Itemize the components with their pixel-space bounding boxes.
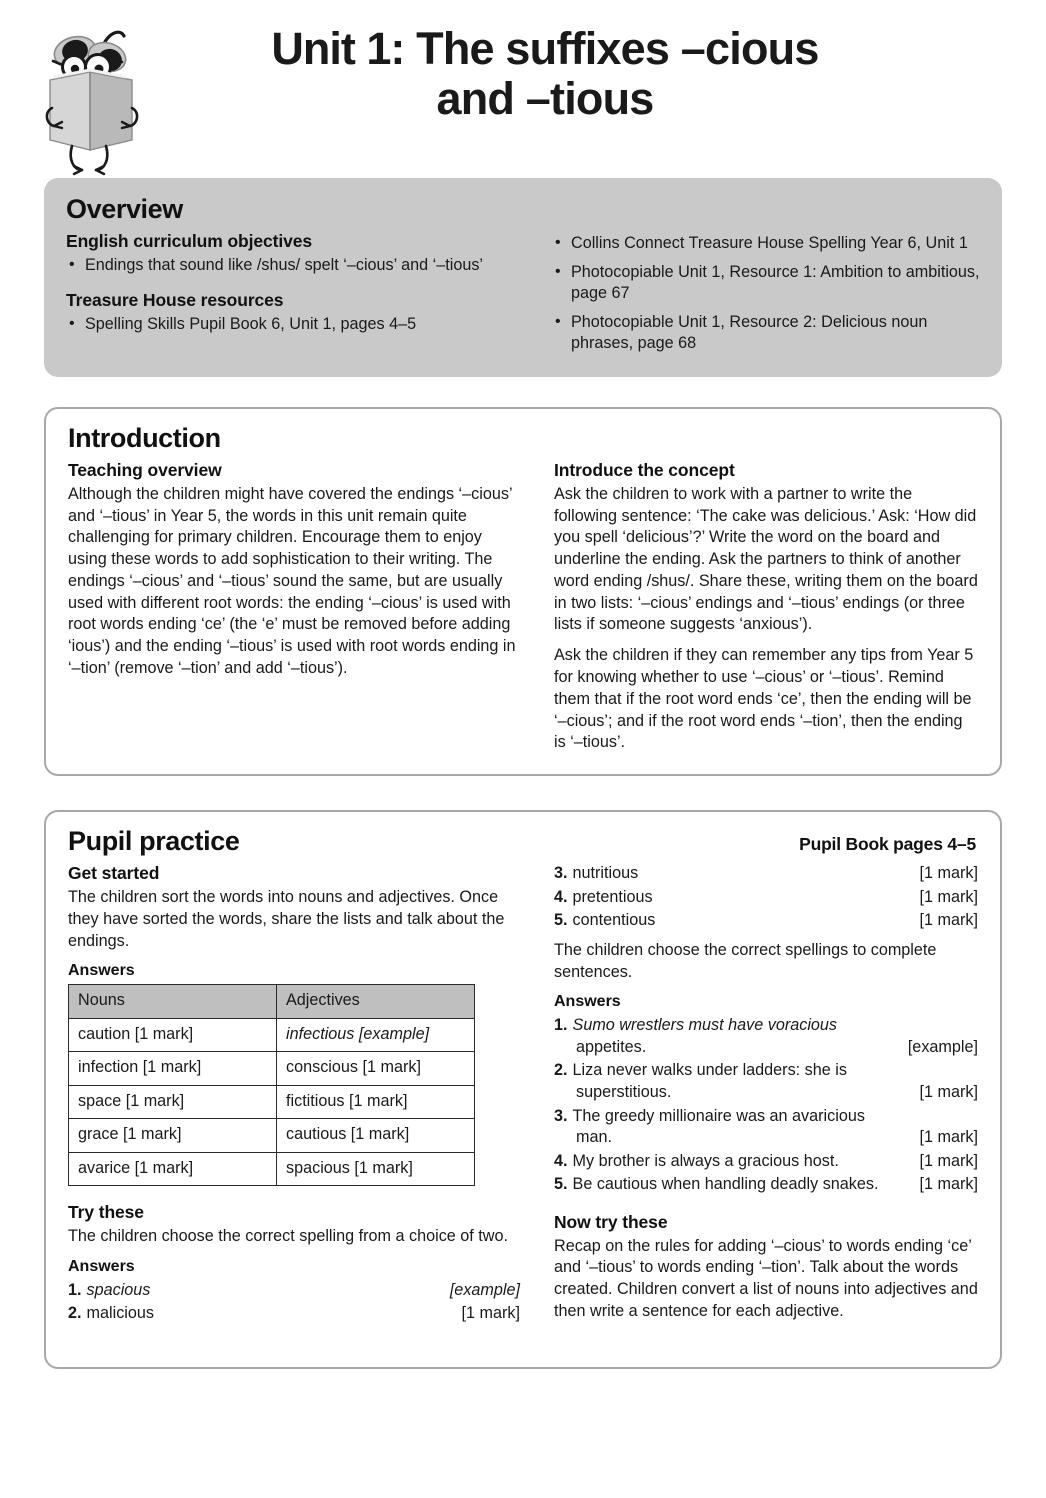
introduce-concept-paragraph-1: Ask the children to work with a partner to write the following sentence: ‘The cake was delicious.’ Ask: ‘How did you spell ‘delicious’?’ Write the word on the board and underline the ending. Ask the partners to think of another word ending /shus/. Share these, writing them on the board in two lists: ‘–cious’ endings and ‘–tious’ endings (or three lists if someone suggests ‘anxious’).	[554, 484, 978, 634]
nouns-adjectives-table	[68, 984, 475, 1186]
column-header-adjectives: Adjectives	[277, 985, 475, 1018]
answer-mark: [1 mark]	[919, 864, 978, 883]
list-item: • Spelling Skills Pupil Book 6, Unit 1, pages 4–5	[66, 314, 518, 336]
answer-text: contentious	[572, 911, 656, 930]
right-column-body: The children choose the correct spellings to complete sentences.	[554, 940, 937, 981]
try-these-body: The children choose the correct spelling from a choice of two.	[68, 1227, 508, 1246]
answer-text: malicious	[86, 1304, 154, 1323]
introduce-the-concept-column	[554, 460, 978, 754]
now-try-these-heading: Now try these	[554, 1211, 668, 1232]
answer-number: 2.	[554, 1061, 568, 1080]
answer-mark: [1 mark]	[919, 911, 978, 930]
answer-mark: [1 mark]	[919, 887, 978, 906]
overview-left-column	[66, 231, 518, 355]
page-title-rest: The suffixes –cious	[416, 23, 819, 74]
answer-number: 4.	[554, 887, 568, 906]
answer-text: My brother is always a gracious host.	[572, 1151, 839, 1170]
answer-number: 5.	[554, 911, 568, 930]
table-row	[69, 1018, 475, 1051]
introduce-the-concept-heading: Introduce the concept	[554, 459, 735, 480]
answer-number: 1.	[554, 1016, 568, 1035]
pupil-practice-left-column	[68, 863, 520, 1327]
answer-text-line2: superstitious.	[576, 1082, 672, 1101]
answer-text-line1: Sumo wrestlers must have voracious	[572, 1016, 838, 1035]
answer-number: 4.	[554, 1151, 568, 1170]
pupil-practice-section	[44, 810, 1002, 1369]
sentence-answer-list	[554, 1015, 978, 1195]
teaching-overview-heading: Teaching overview	[68, 459, 222, 480]
right-column-answers-label: Answers	[554, 993, 621, 1011]
table-cell-adjective: infectious [example]	[277, 1018, 475, 1051]
try-these-answer-list-continued	[554, 863, 978, 932]
try-these-answers-label: Answers	[68, 1257, 135, 1275]
table-cell-noun: caution [1 mark]	[69, 1018, 277, 1051]
introduction-section	[44, 407, 1002, 776]
introduction-heading: Introduction	[68, 422, 221, 453]
list-item: • Endings that sound like /shus/ spelt ‘–cious’ and ‘–tious’	[66, 255, 518, 277]
page-title	[140, 14, 1002, 125]
answer-number: 5.	[554, 1175, 568, 1194]
table-row	[69, 1152, 475, 1185]
get-started-answers-label: Answers	[68, 962, 135, 980]
try-these-heading: Try these	[68, 1202, 144, 1223]
list-item: • Photocopiable Unit 1, Resource 2: Delicious noun phrases, page 68	[552, 312, 980, 355]
try-these-answer-list	[68, 1280, 520, 1325]
answer-text-line2: appetites.	[576, 1037, 647, 1056]
table-cell-noun: avarice [1 mark]	[69, 1152, 277, 1185]
table-row	[69, 1052, 475, 1085]
pupil-practice-right-column	[554, 863, 978, 1327]
answer-mark: [1 mark]	[919, 1082, 978, 1101]
overview-resources-list	[552, 233, 980, 355]
page-title-unit: Unit 1:	[271, 23, 405, 74]
table-row	[69, 1119, 475, 1152]
table-cell-adjective: spacious [1 mark]	[277, 1152, 475, 1185]
list-item: • Collins Connect Treasure House Spelling Year 6, Unit 1	[552, 233, 980, 255]
page-title-row	[0, 0, 1046, 178]
answer-mark: [example]	[907, 1037, 978, 1056]
table-row	[69, 1085, 475, 1118]
answer-text: pretentious	[572, 887, 653, 906]
now-try-these-body: Recap on the rules for adding ‘–cious’ to words ending ‘ce’ and ‘–tious’ to words ending ‘–tion’. Talk about the words created. Children convert a list of nouns into adjectives and then write a sentence for each adjective.	[554, 1236, 978, 1321]
answer-text: spacious	[86, 1280, 151, 1299]
get-started-heading: Get started	[68, 863, 160, 884]
list-item	[554, 1106, 978, 1149]
list-item	[68, 1303, 520, 1325]
treasure-house-resources-heading: Treasure House resources	[66, 289, 284, 310]
page-title-line2: and –tious	[436, 73, 654, 125]
answer-number: 1.	[68, 1280, 82, 1299]
english-curriculum-objectives-heading: English curriculum objectives	[66, 231, 313, 251]
answer-mark: [1 mark]	[461, 1304, 520, 1323]
list-item	[554, 887, 978, 909]
table-cell-adjective: fictitious [1 mark]	[277, 1085, 475, 1118]
get-started-body: The children sort the words into nouns and adjectives. Once they have sorted the words, share the lists and talk about the endings.	[68, 888, 505, 950]
answer-number: 3.	[554, 1106, 568, 1125]
column-header-nouns: Nouns	[69, 985, 277, 1018]
answer-mark: [1 mark]	[919, 1151, 978, 1170]
curriculum-objectives-list	[66, 255, 518, 277]
pupil-book-pages-label: Pupil Book pages 4–5	[799, 834, 976, 855]
list-item	[68, 1280, 520, 1302]
answer-mark: [1 mark]	[919, 1175, 978, 1194]
list-item	[554, 1015, 978, 1058]
answer-number: 2.	[68, 1304, 82, 1323]
answer-mark: [1 mark]	[919, 1128, 978, 1147]
overview-right-column	[552, 231, 980, 355]
teaching-overview-column	[68, 460, 520, 754]
table-cell-adjective: cautious [1 mark]	[277, 1119, 475, 1152]
bee-reading-book-icon	[44, 20, 140, 180]
table-cell-noun: infection [1 mark]	[69, 1052, 277, 1085]
table-cell-adjective: conscious [1 mark]	[277, 1052, 475, 1085]
answer-number: 3.	[554, 864, 568, 883]
answer-text-line1: Liza never walks under ladders: she is	[572, 1061, 847, 1080]
pupil-practice-heading: Pupil practice	[68, 826, 240, 857]
introduce-concept-paragraph-2: Ask the children if they can remember any tips from Year 5 for knowing whether to use ‘–cious’ or ‘–tious’. Remind them that if the root word ends ‘ce’, then the ending will be ‘–cious’; and if the root word ends ‘–tion’, then the ending is ‘–tious’.	[554, 646, 974, 752]
list-item	[554, 910, 978, 932]
list-item	[554, 863, 978, 885]
overview-heading: Overview	[66, 194, 183, 224]
table-cell-noun: space [1 mark]	[69, 1085, 277, 1118]
list-item	[554, 1151, 978, 1173]
answer-mark: [example]	[449, 1280, 520, 1299]
treasure-house-resources-list	[66, 314, 518, 336]
teaching-overview-paragraph: Although the children might have covered the endings ‘–cious’ and ‘–tious’ in Year 5, the words in this unit remain quite challenging for primary children. Encourage them to enjoy using these words to add sophistication to their writing. The endings ‘–cious’ and ‘–tious’ sound the same, but are usually used with different root words: the ending ‘–cious’ is used with root words ending ‘ce’ (the ‘e’ must be removed before adding ‘ious’) and the ending ‘–tious’ is used with root words ending in ‘–tion’ (remove ‘–tion’ and add ‘–tious’).	[68, 484, 516, 677]
table-cell-noun: grace [1 mark]	[69, 1119, 277, 1152]
list-item: • Photocopiable Unit 1, Resource 1: Ambition to ambitious, page 67	[552, 262, 980, 305]
answer-text: nutritious	[572, 864, 639, 883]
list-item	[554, 1174, 978, 1196]
answer-text-line1: The greedy millionaire was an avaricious	[572, 1106, 865, 1125]
table-header-row	[69, 985, 475, 1018]
list-item	[554, 1060, 978, 1103]
overview-section	[44, 178, 1002, 377]
answer-text: Be cautious when handling deadly snakes.	[572, 1175, 879, 1194]
answer-text-line2: man.	[576, 1128, 612, 1147]
